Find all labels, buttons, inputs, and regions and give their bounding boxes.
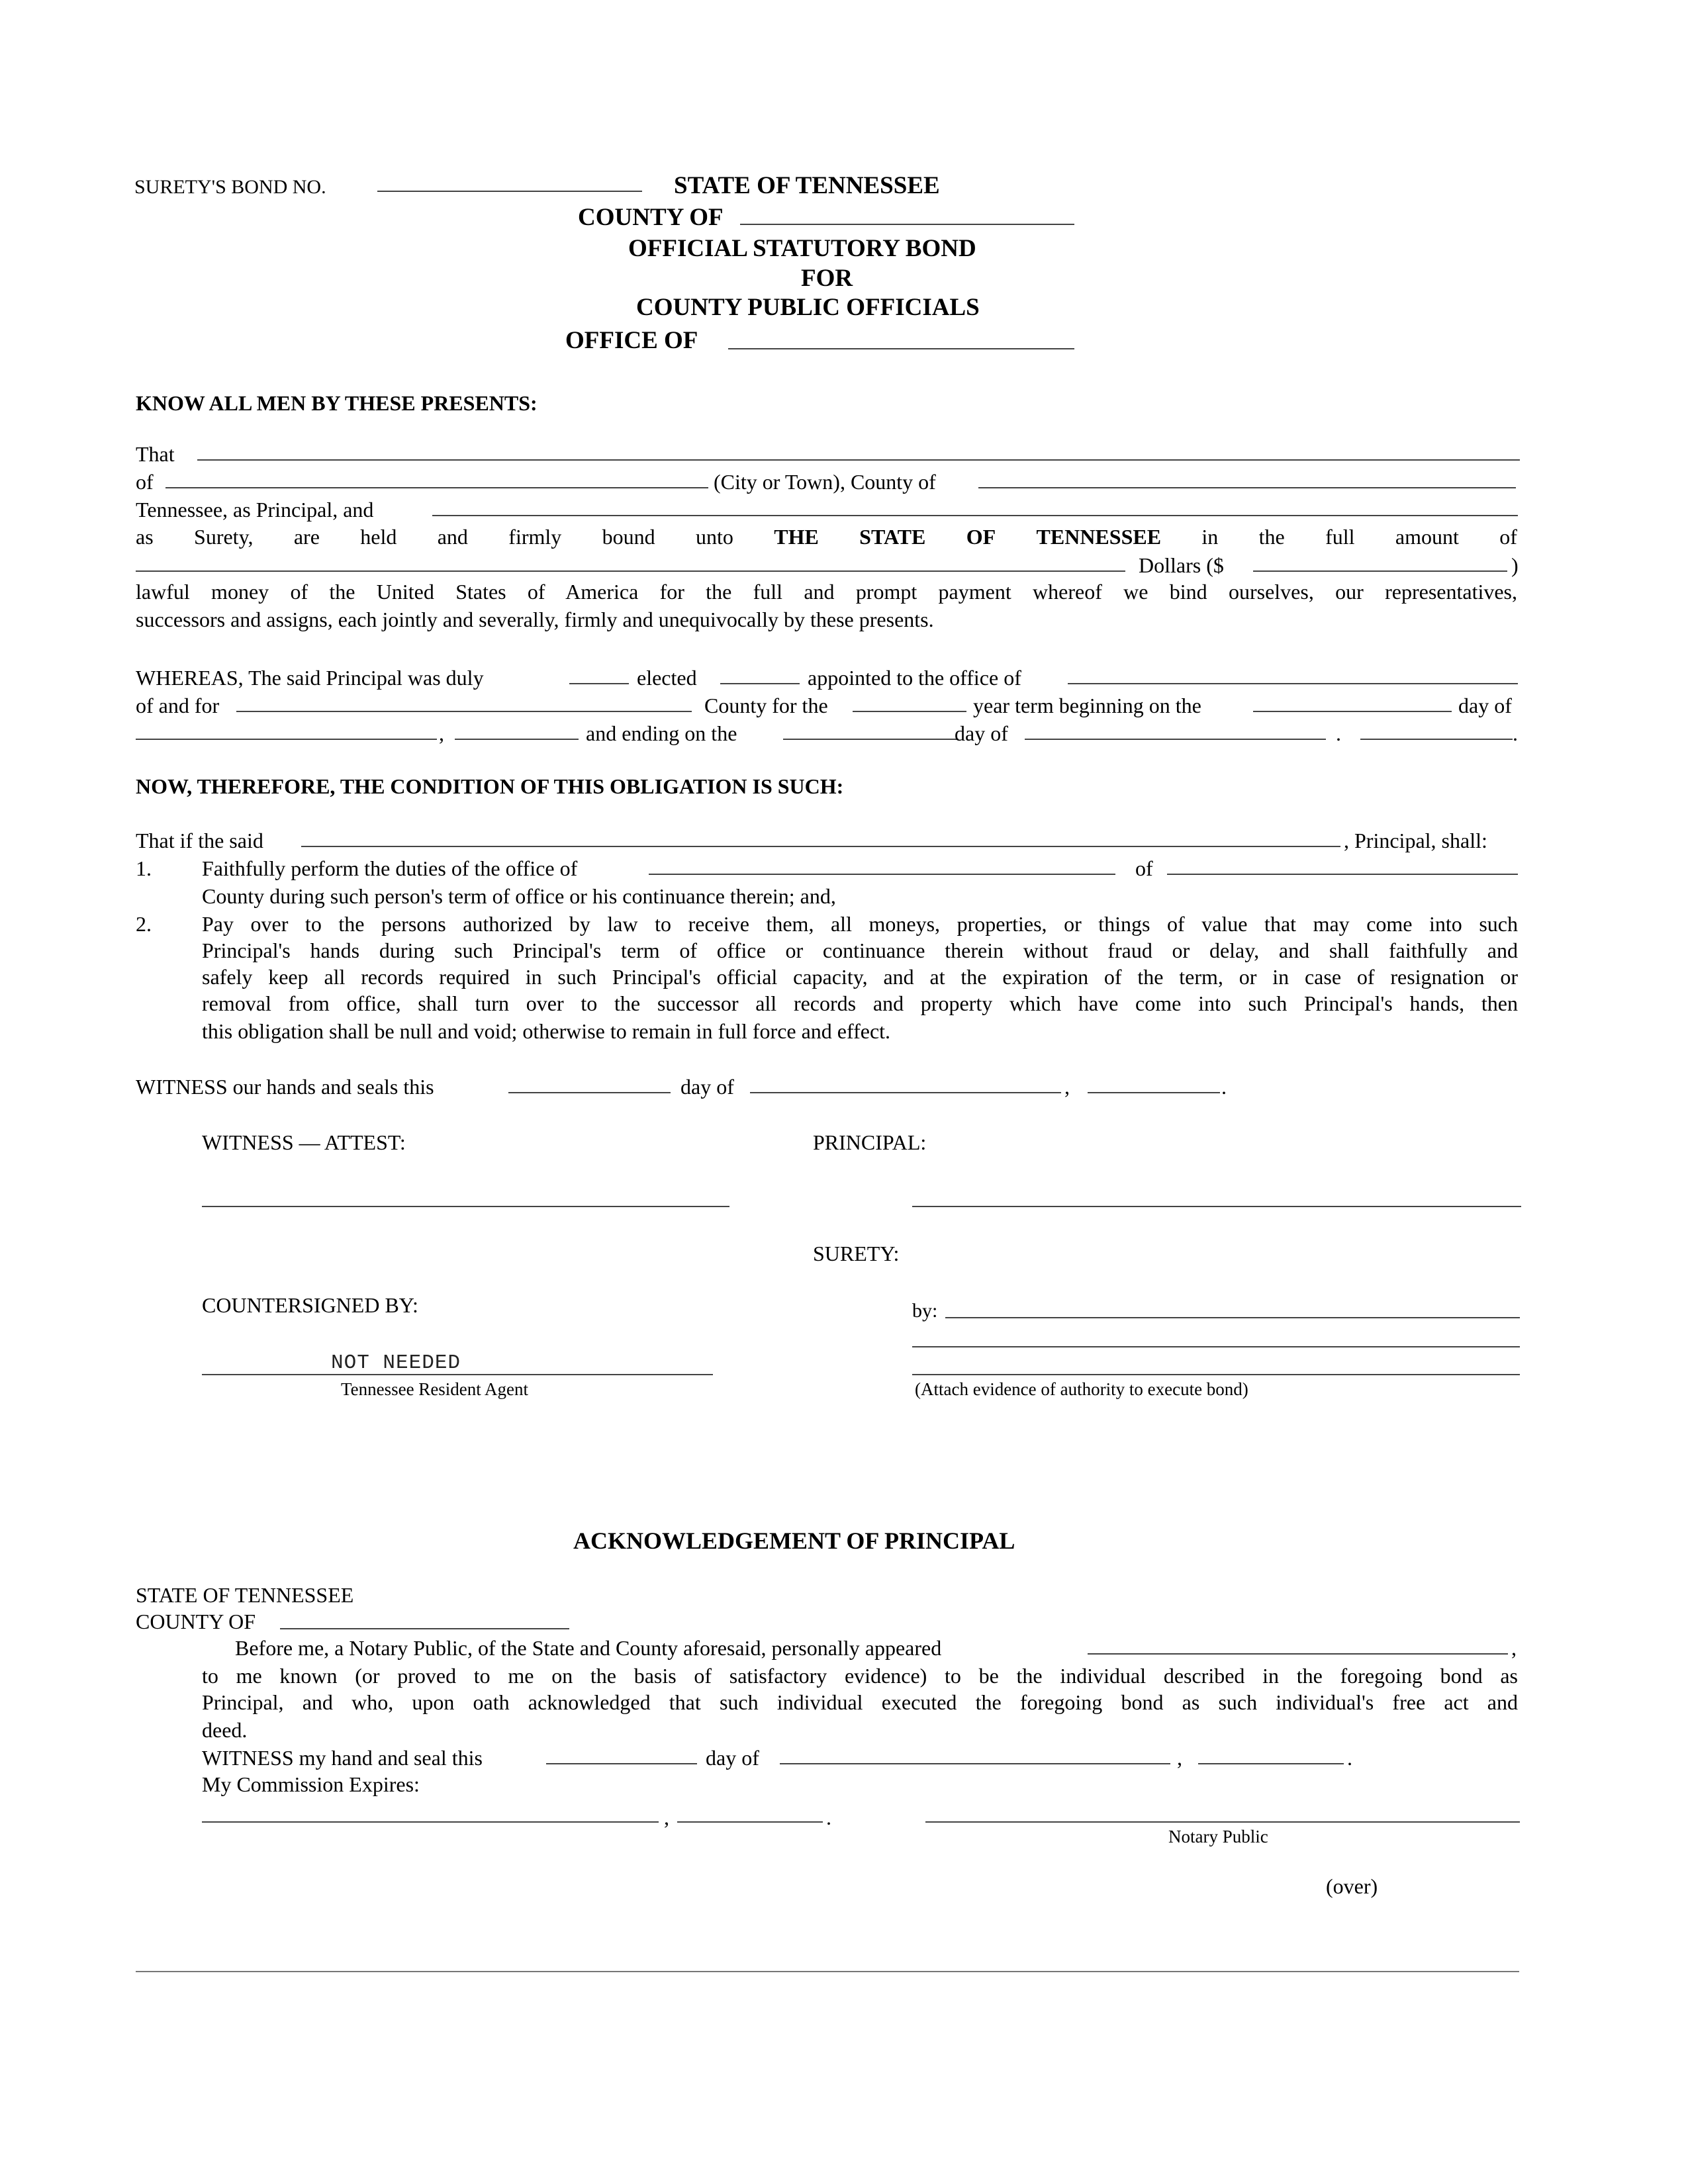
commission-expires-label: My Commission Expires: <box>202 1772 420 1796</box>
footer-rule <box>136 1971 1519 1972</box>
witness-month-field[interactable] <box>750 1092 1061 1093</box>
duties-county-field[interactable] <box>1167 874 1518 875</box>
witness-year-field[interactable] <box>1088 1092 1220 1093</box>
witness-comma: , <box>1064 1075 1070 1099</box>
item-2-line-5: this obligation shall be null and void; otherwise to remain in full force and effect. <box>202 1019 891 1043</box>
dollars-label: Dollars ($ <box>1139 553 1224 577</box>
elected-check-field[interactable] <box>569 683 629 684</box>
seal-day-of-label: day of <box>706 1746 759 1770</box>
item-2-line-1: Pay over to the persons authorized by law to receive them, all moneys, properties, or things of value that may come into such <box>202 912 1518 936</box>
resident-agent-label: Tennessee Resident Agent <box>341 1379 529 1399</box>
notary-public-label: Notary Public <box>1168 1827 1268 1846</box>
countersigned-label: COUNTERSIGNED BY: <box>202 1293 418 1317</box>
of-and-for-field[interactable] <box>236 711 692 712</box>
county-of-intro-field[interactable] <box>978 487 1516 488</box>
office-of-label: OFFICE OF <box>565 327 698 354</box>
lawful-money-line-1: lawful money of the United States of America for the full and prompt payment whereof we bind ourselves, our representatives, <box>136 580 1517 604</box>
appeared-comma: , <box>1511 1636 1517 1660</box>
witness-dot: . <box>1221 1075 1227 1099</box>
end-final-dot: . <box>1513 721 1518 745</box>
seal-dot: . <box>1347 1746 1352 1770</box>
commission-dot: . <box>826 1805 831 1829</box>
principal-signature-line[interactable] <box>912 1206 1521 1207</box>
ack-body-line-3: deed. <box>202 1718 248 1742</box>
commission-comma: , <box>664 1805 669 1829</box>
end-day-of-label: day of <box>955 721 1008 745</box>
county-of-label: COUNTY OF <box>578 204 724 231</box>
begin-comma: , <box>439 721 444 745</box>
appointed-office-field[interactable] <box>1068 683 1518 684</box>
end-dot: . <box>1336 721 1341 745</box>
city-town-label: (City or Town), County of <box>714 470 936 494</box>
form-title-1: OFFICIAL STATUTORY BOND <box>628 235 976 262</box>
item-2-line-2: Principal's hands during such Principal's term of office or continuance therein without fraud or delay, and shall faithfully and <box>202 938 1518 962</box>
whereas-label: WHEREAS, The said Principal was duly <box>136 666 484 690</box>
of-and-for-label: of and for <box>136 694 220 717</box>
witness-attest-label: WITNESS — ATTEST: <box>202 1130 406 1154</box>
lawful-money-line-2: successors and assigns, each jointly and severally, firmly and unequivocally by these presents. <box>136 608 934 631</box>
county-for-the-label: County for the <box>704 694 828 717</box>
amount-words-field[interactable] <box>136 570 1125 572</box>
ack-county-label: COUNTY OF <box>136 1610 256 1633</box>
ack-body-line-2: Principal, and who, upon oath acknowledged that such individual executed the foregoing bond as such individual's free act and <box>202 1690 1518 1714</box>
acknowledgement-heading: ACKNOWLEDGEMENT OF PRINCIPAL <box>573 1527 1015 1554</box>
surety-bound-line: as Surety, are held and firmly bound unto THE STATE OF TENNESSEE in the full amount of <box>136 525 1517 549</box>
that-field[interactable] <box>197 459 1520 461</box>
end-year-field[interactable] <box>1360 739 1513 740</box>
resident-agent-signature-line[interactable] <box>202 1374 713 1375</box>
surety-by-field[interactable] <box>945 1317 1520 1318</box>
form-title-3: COUNTY PUBLIC OFFICIALS <box>636 294 980 321</box>
office-of-field[interactable] <box>728 348 1074 349</box>
seal-year-field[interactable] <box>1198 1763 1344 1764</box>
item-1-text: Faithfully perform the duties of the office of <box>202 856 578 880</box>
commission-date-field[interactable] <box>202 1821 659 1823</box>
ack-county-field[interactable] <box>280 1628 569 1629</box>
begin-day-of-label: day of <box>1458 694 1512 717</box>
attach-evidence-label: (Attach evidence of authority to execute bond) <box>915 1379 1248 1399</box>
ending-label: and ending on the <box>586 721 737 745</box>
witness-day-of-label: day of <box>680 1075 734 1099</box>
principal-shall-label: , Principal, shall: <box>1344 829 1487 852</box>
item-1-number: 1. <box>136 856 152 880</box>
witness-attest-signature-line[interactable] <box>202 1206 729 1207</box>
begin-year-field[interactable] <box>455 739 579 740</box>
said-principal-field[interactable] <box>301 846 1340 847</box>
that-if-label: That if the said <box>136 829 263 852</box>
item-1-of-label: of <box>1135 856 1153 880</box>
form-title-2: FOR <box>801 265 853 292</box>
item-2-number: 2. <box>136 912 152 936</box>
item-2-line-3: safely keep all records required in such Principal's official capacity, and at the expiration of the term, or in case of resignation or <box>202 965 1518 989</box>
seal-comma: , <box>1177 1746 1182 1770</box>
over-label: (over) <box>1326 1874 1378 1898</box>
condition-heading: NOW, THEREFORE, THE CONDITION OF THIS OBLIGATION IS SUCH: <box>136 774 844 798</box>
surety-bond-no-label: SURETY'S BOND NO. <box>134 176 326 198</box>
not-needed-text: NOT NEEDED <box>331 1351 461 1375</box>
surety-signature-line[interactable] <box>912 1374 1520 1375</box>
of-label: of <box>136 470 154 494</box>
county-of-field[interactable] <box>740 224 1074 225</box>
ack-state-label: STATE OF TENNESSEE <box>136 1583 354 1607</box>
duties-office-field[interactable] <box>649 874 1115 875</box>
appeared-name-field[interactable] <box>1088 1653 1508 1655</box>
year-term-label: year term beginning on the <box>973 694 1201 717</box>
appointed-check-field[interactable] <box>720 683 800 684</box>
ack-body-line-1: to me known (or proved to me on the basis of satisfactory evidence) to be the individual described in the foregoing bond as <box>202 1664 1518 1688</box>
close-paren: ) <box>1511 553 1519 577</box>
witness-seal-label: WITNESS my hand and seal this <box>202 1746 483 1770</box>
witness-hands-label: WITNESS our hands and seals this <box>136 1075 434 1099</box>
begin-day-field[interactable] <box>1253 711 1452 712</box>
principal-label: PRINCIPAL: <box>813 1130 927 1154</box>
amount-numeric-field[interactable] <box>1253 570 1507 572</box>
commission-year-field[interactable] <box>677 1821 823 1823</box>
surety-label: SURETY: <box>813 1242 900 1265</box>
surety-title-field[interactable] <box>912 1346 1520 1347</box>
before-me-text: Before me, a Notary Public, of the State and County aforesaid, personally appeared <box>235 1636 942 1660</box>
seal-month-field[interactable] <box>780 1763 1170 1764</box>
surety-bond-no-field[interactable] <box>377 191 642 192</box>
by-label: by: <box>912 1300 938 1322</box>
tn-principal-label: Tennessee, as Principal, and <box>136 498 374 522</box>
state-title: STATE OF TENNESSEE <box>674 172 940 199</box>
surety-name-field[interactable] <box>432 515 1518 516</box>
of-city-field[interactable] <box>165 487 708 488</box>
elected-label: elected <box>637 666 697 690</box>
notary-signature-line[interactable] <box>925 1821 1520 1823</box>
begin-month-field[interactable] <box>136 739 437 740</box>
seal-day-field[interactable] <box>546 1763 697 1764</box>
item-2-line-4: removal from office, shall turn over to the successor all records and property which have come into such Principal's hands, then <box>202 991 1518 1015</box>
end-day-field[interactable] <box>783 739 959 740</box>
know-all-men-heading: KNOW ALL MEN BY THESE PRESENTS: <box>136 391 538 415</box>
end-month-field[interactable] <box>1025 739 1326 740</box>
witness-day-field[interactable] <box>508 1092 671 1093</box>
appointed-label: appointed to the office of <box>808 666 1021 690</box>
item-1-continuation: County during such person's term of office or his continuance therein; and, <box>202 884 836 908</box>
that-label: That <box>136 442 175 466</box>
year-term-field[interactable] <box>853 711 966 712</box>
